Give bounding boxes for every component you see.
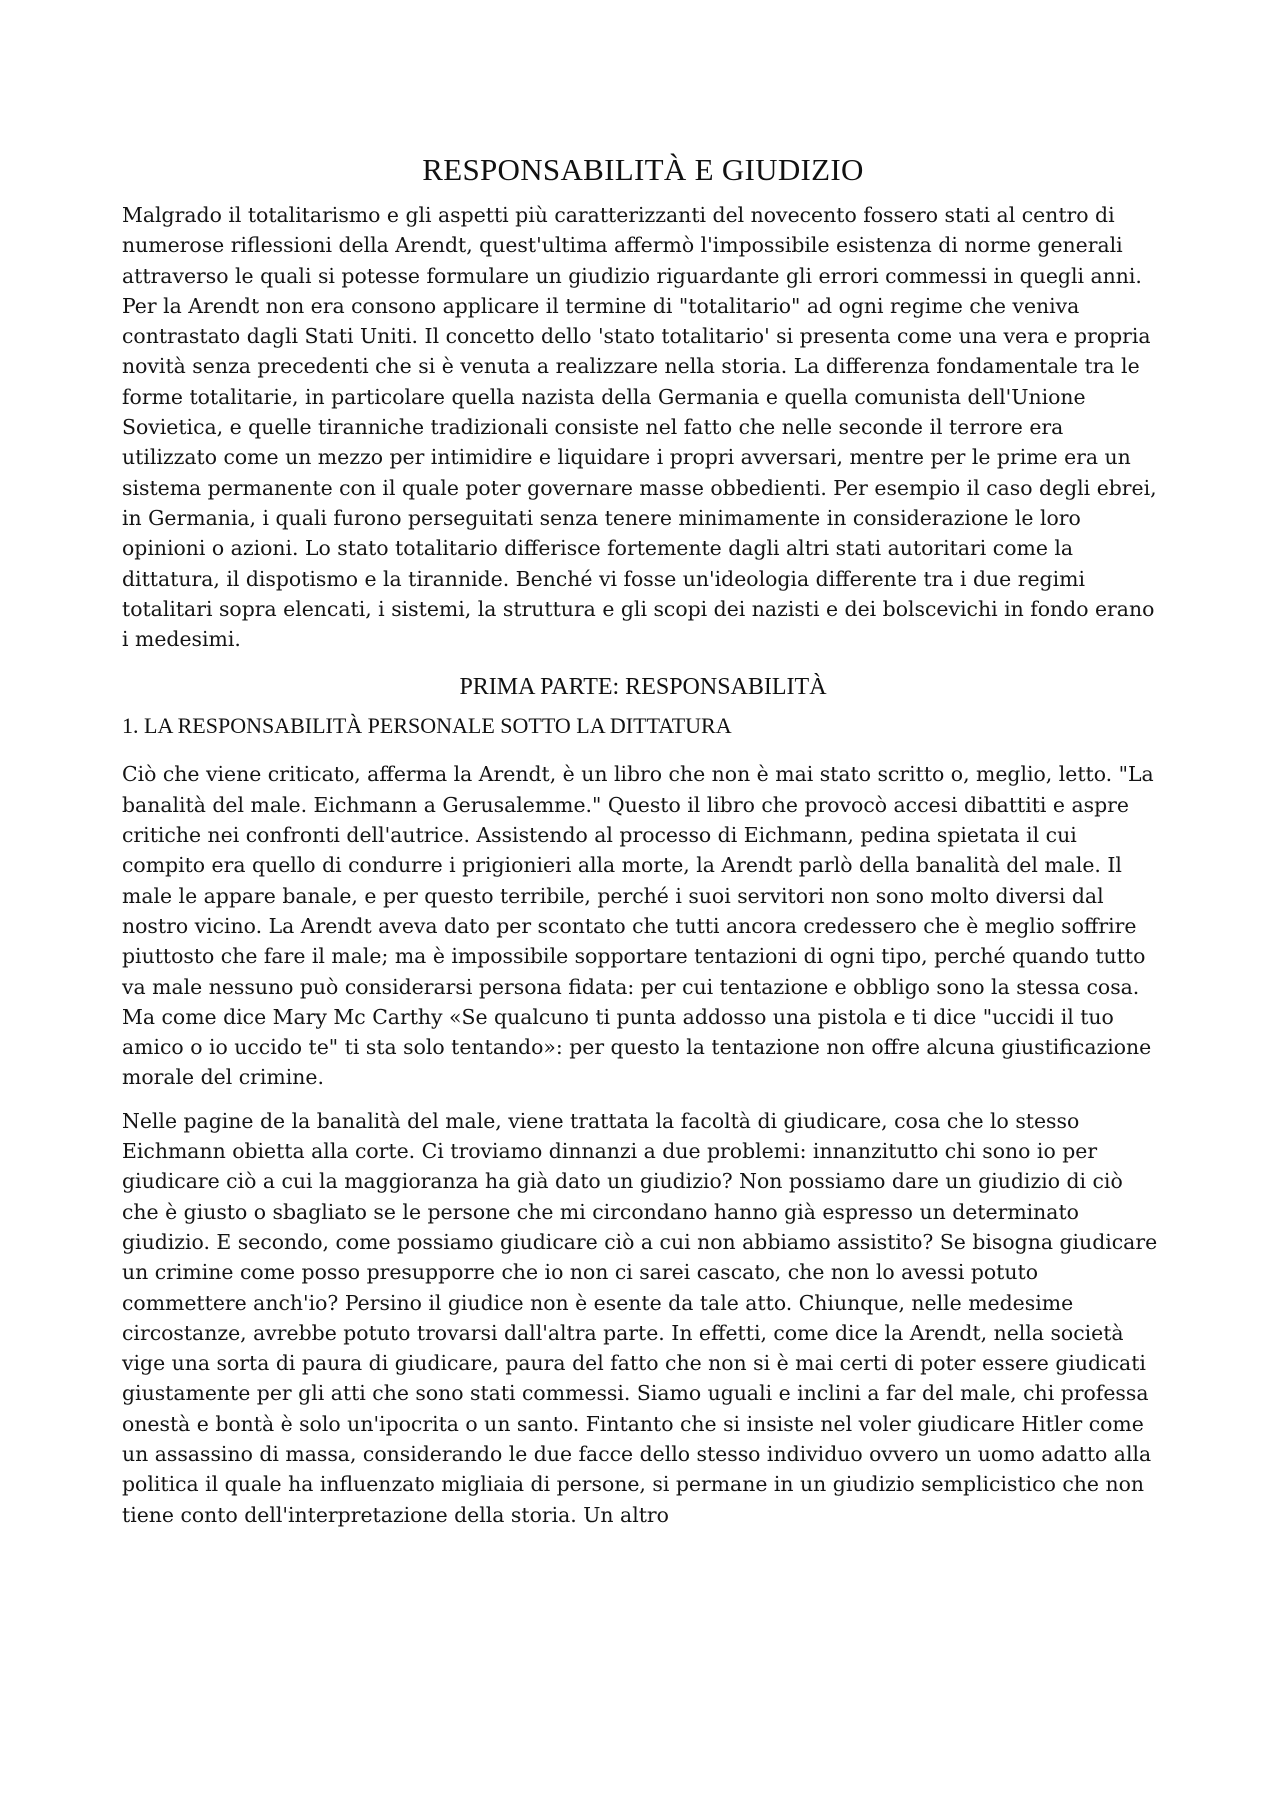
intro-paragraph: Malgrado il totalitarismo e gli aspetti più caratterizzanti del novecento fossero stati al centro di numerose riflessioni della Arendt, quest'ultima affermò l'impossibile esistenza di norme generali attraverso le quali si potesse formulare un giudizio riguardante gli errori commessi in quegli anni. Per la Arendt non era consono applicare il termine di "totalitario" ad ogni regime che veniva contrastato dagli Stati Uniti. Il concetto dello 'stato totalitario' si presenta come una vera e propria novità senza precedenti che si è venuta a realizzare nella storia. La differenza fondamentale tra le forme totalitarie, in particolare quella nazista della Germania e quella comunista dell'Unione Sovietica, e quelle tiranniche tradizionali consiste nel fatto che nelle seconde il terrore era utilizzato come un mezzo per intimidire e liquidare i propri avversari, mentre per le prime era un sistema permanente con il quale poter governare masse obbedienti. Per esempio il caso degli ebrei, in Germania, i quali furono perseguitati senza tenere minimamente in considerazione le loro opinioni o azioni. Lo stato totalitario differisce fortemente dagli altri stati autoritari come la dittatura, il dispotismo e la tirannide. Benché vi fosse un'ideologia differente tra i due regimi totalitari sopra elencati, i sistemi, la struttura e gli scopi dei nazisti e dei bolscevichi in fondo erano i medesimi. (122, 203, 1157, 652)
body-paragraph-1: Ciò che viene criticato, afferma la Arendt, è un libro che non è mai stato scritto o, meglio, letto. "La banalità del male. Eichmann a Gerusalemme." Questo il libro che provocò accesi dibattiti e aspre critiche nei confronti dell'autrice. Assistendo al processo di Eichmann, pedina spietata il cui compito era quello di condurre i prigionieri alla morte, la Arendt parlò della banalità del male. Il male le appare banale, e per questo terribile, perché i suoi servitori non sono molto diversi dal nostro vicino. La Arendt aveva dato per scontato che tutti ancora credessero che è meglio soffrire piuttosto che fare il male; ma è impossibile sopportare tentazioni di ogni tipo, perché quando tutto va male nessuno può considerarsi persona fidata: per cui tentazione e obbligo sono la stessa cosa. Ma come dice Mary Mc Carthy «Se qualcuno ti punta addosso una pistola e ti dice "uccidi il tuo amico o io uccido te" ti sta solo tentando»: per questo la tentazione non offre alcuna giustificazione morale del crimine. (122, 762, 1154, 1090)
body-paragraph-2: Nelle pagine de la banalità del male, viene trattata la facoltà di giudicare, cosa che lo stesso Eichmann obietta alla corte. Ci troviamo dinnanzi a due problemi: innanzitutto chi sono io per giudicare ciò a cui la maggioranza ha già dato un giudizio? Non possiamo dare un giudizio di ciò che è giusto o sbagliato se le persone che mi circondano hanno già espresso un determinato giudizio. E secondo, come possiamo giudicare ciò a cui non abbiamo assistito? Se bisogna giudicare un crimine come posso presupporre che io non ci sarei cascato, che non lo avessi potuto commettere anch'io? Persino il giudice non è esente da tale atto. Chiunque, nelle medesime circostanze, avrebbe potuto trovarsi dall'altra parte. In effetti, come dice la Arendt, nella società vige una sorta di paura di giudicare, paura del fatto che non si è mai certi di poter essere giudicati giustamente per gli atti che sono stati commessi. Siamo uguali e inclini a far del male, chi professa onestà e bontà è solo un'ipocrita o un santo. Fintanto che si insiste nel voler giudicare Hitler come un assassino di massa, considerando le due facce dello stesso individuo ovvero un uomo adatto alla politica il quale ha influenzato migliaia di persone, si permane in un giudizio semplicistico che non tiene conto dell'interpretazione della storia. Un altro (122, 1108, 1158, 1527)
page-content (122, 150, 1164, 1530)
section-heading: 1. LA RESPONSABILITÀ PERSONALE SOTTO LA DITTATURA (122, 713, 732, 739)
part-heading: PRIMA PARTE: RESPONSABILITÀ (459, 674, 827, 701)
page-title: RESPONSABILITÀ E GIUDIZIO (422, 152, 864, 187)
